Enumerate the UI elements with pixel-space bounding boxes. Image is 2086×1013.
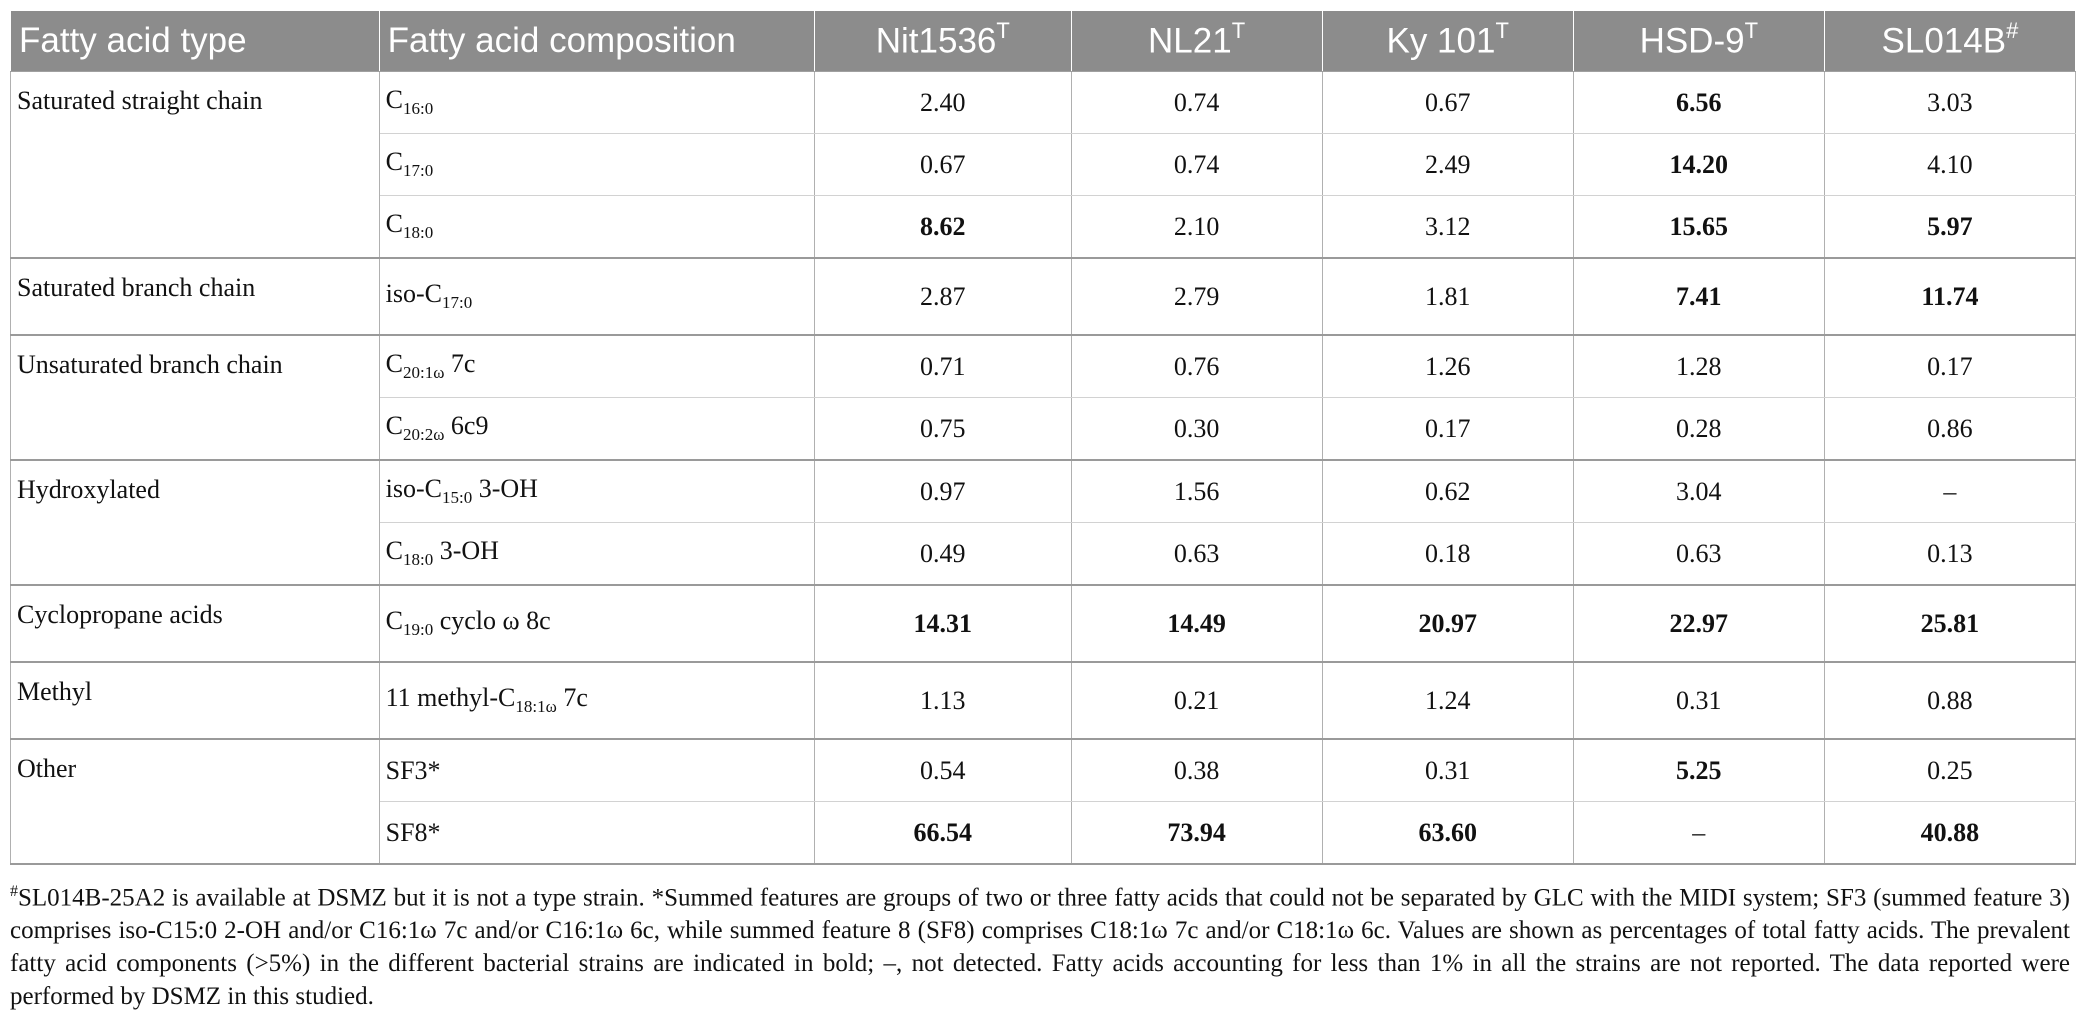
value-cell: 0.76 xyxy=(1071,335,1322,398)
composition-subscript: 18:0 xyxy=(402,223,434,243)
fatty-acid-type-cell: Other xyxy=(11,739,380,864)
composition-cell xyxy=(379,134,814,196)
value-cell: 2.79 xyxy=(1071,258,1322,335)
composition-subscript: 16:0 xyxy=(402,99,434,119)
value-cell: 4.10 xyxy=(1824,134,2075,196)
value-cell: 14.49 xyxy=(1071,585,1322,662)
fatty-acid-table xyxy=(10,10,2076,865)
table-row xyxy=(11,662,2076,739)
composition-prefix: C xyxy=(385,606,403,636)
column-header xyxy=(1322,11,1573,72)
composition-subscript: 17:0 xyxy=(402,161,434,181)
column-header-label: SL014B xyxy=(1881,21,2007,61)
composition-cell xyxy=(379,460,814,523)
value-cell: 3.03 xyxy=(1824,72,2075,134)
value-cell: 5.25 xyxy=(1573,739,1824,802)
value-cell: 1.56 xyxy=(1071,460,1322,523)
composition-prefix: 11 methyl-C xyxy=(385,683,516,713)
table-body xyxy=(11,72,2076,865)
column-header-superscript: T xyxy=(996,18,1010,44)
column-header-label: Ky 101 xyxy=(1386,21,1496,61)
value-cell: 7.41 xyxy=(1573,258,1824,335)
fatty-acid-type-cell: Unsaturated branch chain xyxy=(11,335,380,460)
value-cell: – xyxy=(1573,802,1824,865)
value-cell: 73.94 xyxy=(1071,802,1322,865)
value-cell: 0.71 xyxy=(815,335,1071,398)
value-cell: 0.63 xyxy=(1573,523,1824,586)
composition-cell xyxy=(379,398,814,461)
value-cell: 0.63 xyxy=(1071,523,1322,586)
table-row xyxy=(11,258,2076,335)
value-cell: 0.21 xyxy=(1071,662,1322,739)
table-row xyxy=(11,585,2076,662)
value-cell: 11.74 xyxy=(1824,258,2075,335)
table-footnote xyxy=(10,875,2070,1013)
composition-cell xyxy=(379,802,814,865)
composition-prefix: iso-C xyxy=(385,474,442,504)
fatty-acid-type-cell: Methyl xyxy=(11,662,380,739)
column-header xyxy=(379,11,814,72)
value-cell: 63.60 xyxy=(1322,802,1573,865)
composition-subscript: 20:2ω xyxy=(402,425,445,445)
composition-prefix: iso-C xyxy=(385,279,442,309)
value-cell: 40.88 xyxy=(1824,802,2075,865)
value-cell: 0.18 xyxy=(1322,523,1573,586)
composition-subscript: 17:0 xyxy=(441,293,473,313)
value-cell: 0.62 xyxy=(1322,460,1573,523)
value-cell: 6.56 xyxy=(1573,72,1824,134)
column-header-superscript: T xyxy=(1744,18,1759,44)
value-cell: 0.97 xyxy=(815,460,1071,523)
composition-subscript: 19:0 xyxy=(402,620,434,640)
column-header xyxy=(1071,11,1322,72)
value-cell: 1.26 xyxy=(1322,335,1573,398)
value-cell: 0.86 xyxy=(1824,398,2075,461)
value-cell: 66.54 xyxy=(815,802,1071,865)
value-cell: 2.10 xyxy=(1071,196,1322,259)
value-cell: 3.12 xyxy=(1322,196,1573,259)
table-row xyxy=(11,72,2076,134)
composition-suffix: 3-OH xyxy=(433,536,499,566)
value-cell: 1.13 xyxy=(815,662,1071,739)
value-cell: 1.81 xyxy=(1322,258,1573,335)
document xyxy=(10,10,2076,1013)
composition-prefix: C xyxy=(385,147,403,177)
footnote-text: SL014B-25A2 is available at DSMZ but it is not a type strain. *Summed features are groups of two or three fatty acids that could not be separated by GLC with the MIDI system; SF3 (summed feature 3) comprises iso-C15:0 2-OH and/or C16:1ω 7c and/or C16:1ω 6c, while summed feature 8 (SF8) comprises C18:1ω 7c and/or C18:1ω 6c. Values are shown as percentages of total fatty acids. The prevalent fatty acid components (>5%) in the different bacterial strains are indicated in bold; –, not detected. Fatty acids accounting for less than 1% in all the strains are not reported. The data reported were performed by DSMZ in this studied. xyxy=(10,884,2070,1011)
composition-suffix: 7c xyxy=(444,349,476,379)
value-cell: 0.30 xyxy=(1071,398,1322,461)
column-header xyxy=(815,11,1071,72)
value-cell: 0.25 xyxy=(1824,739,2075,802)
column-header-superscript: T xyxy=(1495,18,1509,44)
column-header-label: NL21 xyxy=(1148,21,1232,61)
footnote-hash-mark: # xyxy=(10,883,18,900)
value-cell: 0.67 xyxy=(815,134,1071,196)
value-cell: 0.74 xyxy=(1071,72,1322,134)
table-row xyxy=(11,739,2076,802)
value-cell: – xyxy=(1824,460,2075,523)
composition-cell xyxy=(379,335,814,398)
composition-prefix: C xyxy=(385,85,403,115)
composition-cell xyxy=(379,739,814,802)
value-cell: 5.97 xyxy=(1824,196,2075,259)
value-cell: 14.20 xyxy=(1573,134,1824,196)
column-header-label: Fatty acid type xyxy=(19,21,247,60)
composition-prefix: SF8* xyxy=(385,817,441,847)
value-cell: 0.13 xyxy=(1824,523,2075,586)
composition-cell xyxy=(379,585,814,662)
value-cell: 2.40 xyxy=(815,72,1071,134)
value-cell: 0.38 xyxy=(1071,739,1322,802)
column-header xyxy=(1824,11,2075,72)
fatty-acid-type-cell: Cyclopropane acids xyxy=(11,585,380,662)
fatty-acid-type-cell: Saturated branch chain xyxy=(11,258,380,335)
value-cell: 25.81 xyxy=(1824,585,2075,662)
composition-subscript: 15:0 xyxy=(441,488,473,508)
column-header xyxy=(1573,11,1824,72)
column-header-label: HSD-9 xyxy=(1639,21,1745,61)
column-header-superscript: # xyxy=(2006,18,2019,44)
value-cell: 2.49 xyxy=(1322,134,1573,196)
value-cell: 0.49 xyxy=(815,523,1071,586)
composition-prefix: C xyxy=(385,209,403,239)
value-cell: 22.97 xyxy=(1573,585,1824,662)
column-header-label: Fatty acid composition xyxy=(387,21,736,60)
column-header-label: Nit1536 xyxy=(875,21,997,61)
composition-prefix: C xyxy=(385,349,403,379)
composition-suffix: 6c9 xyxy=(444,411,489,441)
value-cell: 2.87 xyxy=(815,258,1071,335)
value-cell: 0.17 xyxy=(1322,398,1573,461)
header-row xyxy=(11,11,2076,72)
fatty-acid-type-cell: Hydroxylated xyxy=(11,460,380,585)
composition-cell xyxy=(379,258,814,335)
value-cell: 3.04 xyxy=(1573,460,1824,523)
value-cell: 0.31 xyxy=(1573,662,1824,739)
composition-suffix: cyclo ω 8c xyxy=(433,606,551,636)
value-cell: 0.75 xyxy=(815,398,1071,461)
composition-cell xyxy=(379,523,814,586)
composition-subscript: 18:1ω xyxy=(515,697,557,717)
value-cell: 1.24 xyxy=(1322,662,1573,739)
value-cell: 0.74 xyxy=(1071,134,1322,196)
fatty-acid-type-cell: Saturated straight chain xyxy=(11,72,380,259)
composition-subscript: 18:0 xyxy=(402,550,434,570)
composition-prefix: SF3* xyxy=(385,755,441,785)
value-cell: 14.31 xyxy=(815,585,1071,662)
value-cell: 0.88 xyxy=(1824,662,2075,739)
value-cell: 1.28 xyxy=(1573,335,1824,398)
table-row xyxy=(11,460,2076,523)
composition-suffix: 7c xyxy=(556,683,588,713)
table-row xyxy=(11,335,2076,398)
column-header xyxy=(11,11,380,72)
composition-prefix: C xyxy=(385,536,403,566)
value-cell: 20.97 xyxy=(1322,585,1573,662)
value-cell: 8.62 xyxy=(815,196,1071,259)
value-cell: 0.67 xyxy=(1322,72,1573,134)
value-cell: 15.65 xyxy=(1573,196,1824,259)
composition-prefix: C xyxy=(385,411,403,441)
composition-cell xyxy=(379,72,814,134)
value-cell: 0.54 xyxy=(815,739,1071,802)
composition-subscript: 20:1ω xyxy=(402,363,445,383)
column-header-superscript: T xyxy=(1231,18,1246,44)
composition-cell xyxy=(379,196,814,259)
value-cell: 0.17 xyxy=(1824,335,2075,398)
composition-suffix: 3-OH xyxy=(472,474,538,504)
value-cell: 0.31 xyxy=(1322,739,1573,802)
composition-cell xyxy=(379,662,814,739)
value-cell: 0.28 xyxy=(1573,398,1824,461)
